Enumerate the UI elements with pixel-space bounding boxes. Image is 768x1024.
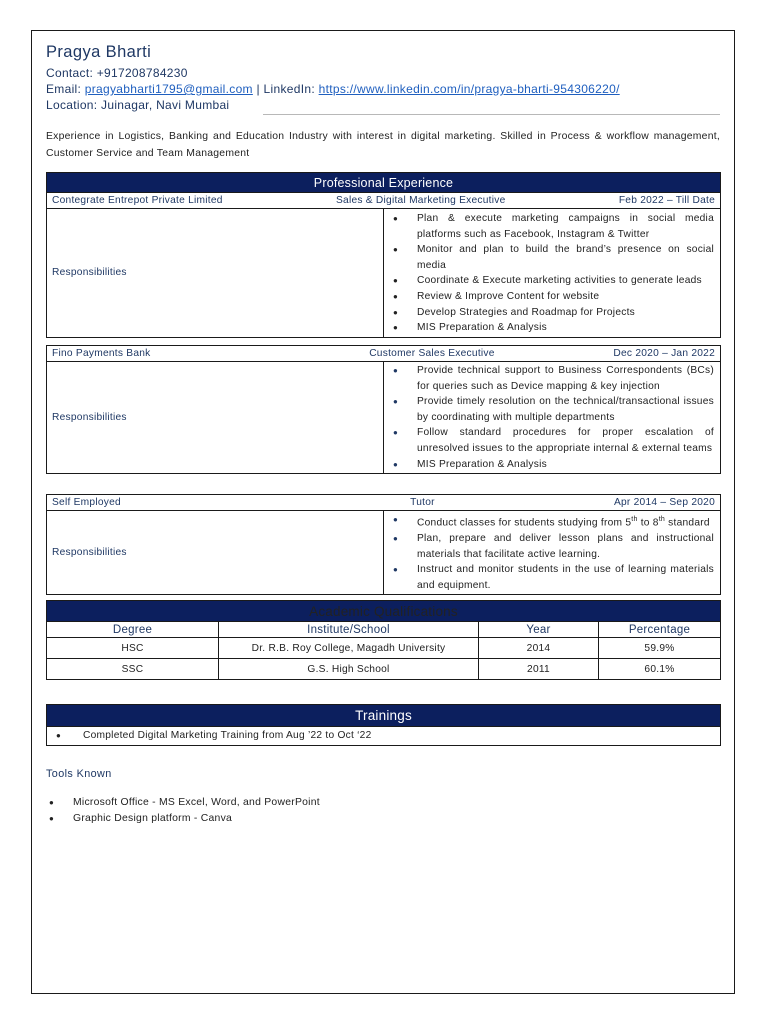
list-item: ● Coordinate & Execute marketing activities to generate leads (390, 273, 714, 289)
table-row (47, 638, 721, 659)
location-label: Location: (46, 98, 98, 112)
tools-title: Tools Known (46, 768, 112, 780)
responsibilities-label: Responsibilities (47, 209, 384, 338)
job-dates: Apr 2014 – Sep 2020 (613, 497, 715, 508)
email-link[interactable]: pragyabharti1795@gmail.com (84, 82, 253, 96)
column-header: Degree (47, 622, 219, 638)
email-line (46, 82, 620, 96)
job-table-2 (46, 345, 721, 474)
candidate-name: Pragya Bharti (46, 43, 152, 61)
trainings-section (46, 704, 721, 746)
job-role: Sales & Digital Marketing Executive (335, 195, 506, 206)
table-cell: G.S. High School (219, 659, 479, 680)
list-item: ● Plan & execute marketing campaigns in social media platforms such as Facebook, Instagram & Twitter (390, 211, 714, 242)
email-label: Email: (46, 82, 82, 96)
job-section-2 (46, 345, 721, 474)
location-line (46, 98, 229, 112)
list-item: ● Follow standard procedures for proper escalation of unresolved issues to the appropriate internal & external teams (390, 425, 714, 456)
table-cell: 2014 (479, 638, 599, 659)
list-item: ● Graphic Design platform - Canva (46, 811, 706, 827)
job-role: Customer Sales Executive (369, 348, 495, 359)
list-item: ● Monitor and plan to build the brand’s presence on social media (390, 242, 714, 273)
job-company: Self Employed (52, 497, 121, 508)
list-item: ● Develop Strategies and Roadmap for Projects (390, 305, 714, 321)
job-table-3 (46, 494, 721, 595)
list-item: ● MIS Preparation & Analysis (390, 457, 714, 473)
responsibilities-label: Responsibilities (47, 362, 384, 474)
linkedin-label: | LinkedIn: (256, 82, 315, 96)
experience-section (46, 172, 721, 338)
section-title-academics: Academic Qualifications (47, 601, 721, 622)
job-company: Contegrate Entrepot Private Limited (52, 195, 223, 206)
job-dates: Feb 2022 – Till Date (618, 195, 715, 206)
list-item: ● Conduct classes for students studying from 5th to 8th standard (390, 512, 714, 531)
list-item: ● MIS Preparation & Analysis (390, 320, 714, 336)
job-company: Fino Payments Bank (52, 348, 151, 359)
job-section-3 (46, 494, 721, 595)
table-cell: Dr. R.B. Roy College, Magadh University (219, 638, 479, 659)
responsibilities-label: Responsibilities (47, 511, 384, 595)
trainings-table (46, 704, 721, 746)
table-row (47, 659, 721, 680)
table-cell: 60.1% (599, 659, 721, 680)
column-header: Year (479, 622, 599, 638)
contact-label: Contact: (46, 66, 94, 80)
list-item: ● Provide technical support to Business Correspondents (BCs) for queries such as Device mapping & key injection (390, 363, 714, 394)
tools-list (46, 795, 706, 826)
list-item: ● Microsoft Office - MS Excel, Word, and PowerPoint (46, 795, 706, 811)
table-cell: 2011 (479, 659, 599, 680)
academics-section (46, 600, 721, 680)
linkedin-link[interactable]: https://www.linkedin.com/in/pragya-bharti-954306220/ (318, 82, 620, 96)
academics-table (46, 600, 721, 680)
contact-line (46, 66, 188, 80)
list-item: ● Provide timely resolution on the technical/transactional issues by coordinating with multiple departments (390, 394, 714, 425)
list-item: ● Completed Digital Marketing Training from Aug ’22 to Oct ‘22 (53, 728, 714, 744)
list-item: ● Instruct and monitor students in the use of learning materials and equipment. (390, 562, 714, 593)
summary-paragraph: Experience in Logistics, Banking and Education Industry with interest in digital marketing. Skilled in Process & workflow management, Customer Service and Team Management (46, 131, 720, 159)
job-dates: Dec 2020 – Jan 2022 (613, 348, 715, 359)
job-table-1 (46, 172, 721, 338)
location-value: Juinagar, Navi Mumbai (101, 98, 230, 112)
header-divider (263, 114, 720, 115)
table-cell: 59.9% (599, 638, 721, 659)
table-cell: HSC (47, 638, 219, 659)
column-header: Percentage (599, 622, 721, 638)
job-role: Tutor (410, 497, 435, 508)
section-title-trainings: Trainings (47, 705, 721, 727)
list-item: ● Review & Improve Content for website (390, 289, 714, 305)
list-item: ● Plan, prepare and deliver lesson plans and instructional materials that facilitate active learning. (390, 531, 714, 562)
table-cell: SSC (47, 659, 219, 680)
contact-phone: +917208784230 (96, 66, 188, 80)
section-title-experience: Professional Experience (47, 173, 721, 193)
column-header: Institute/School (219, 622, 479, 638)
